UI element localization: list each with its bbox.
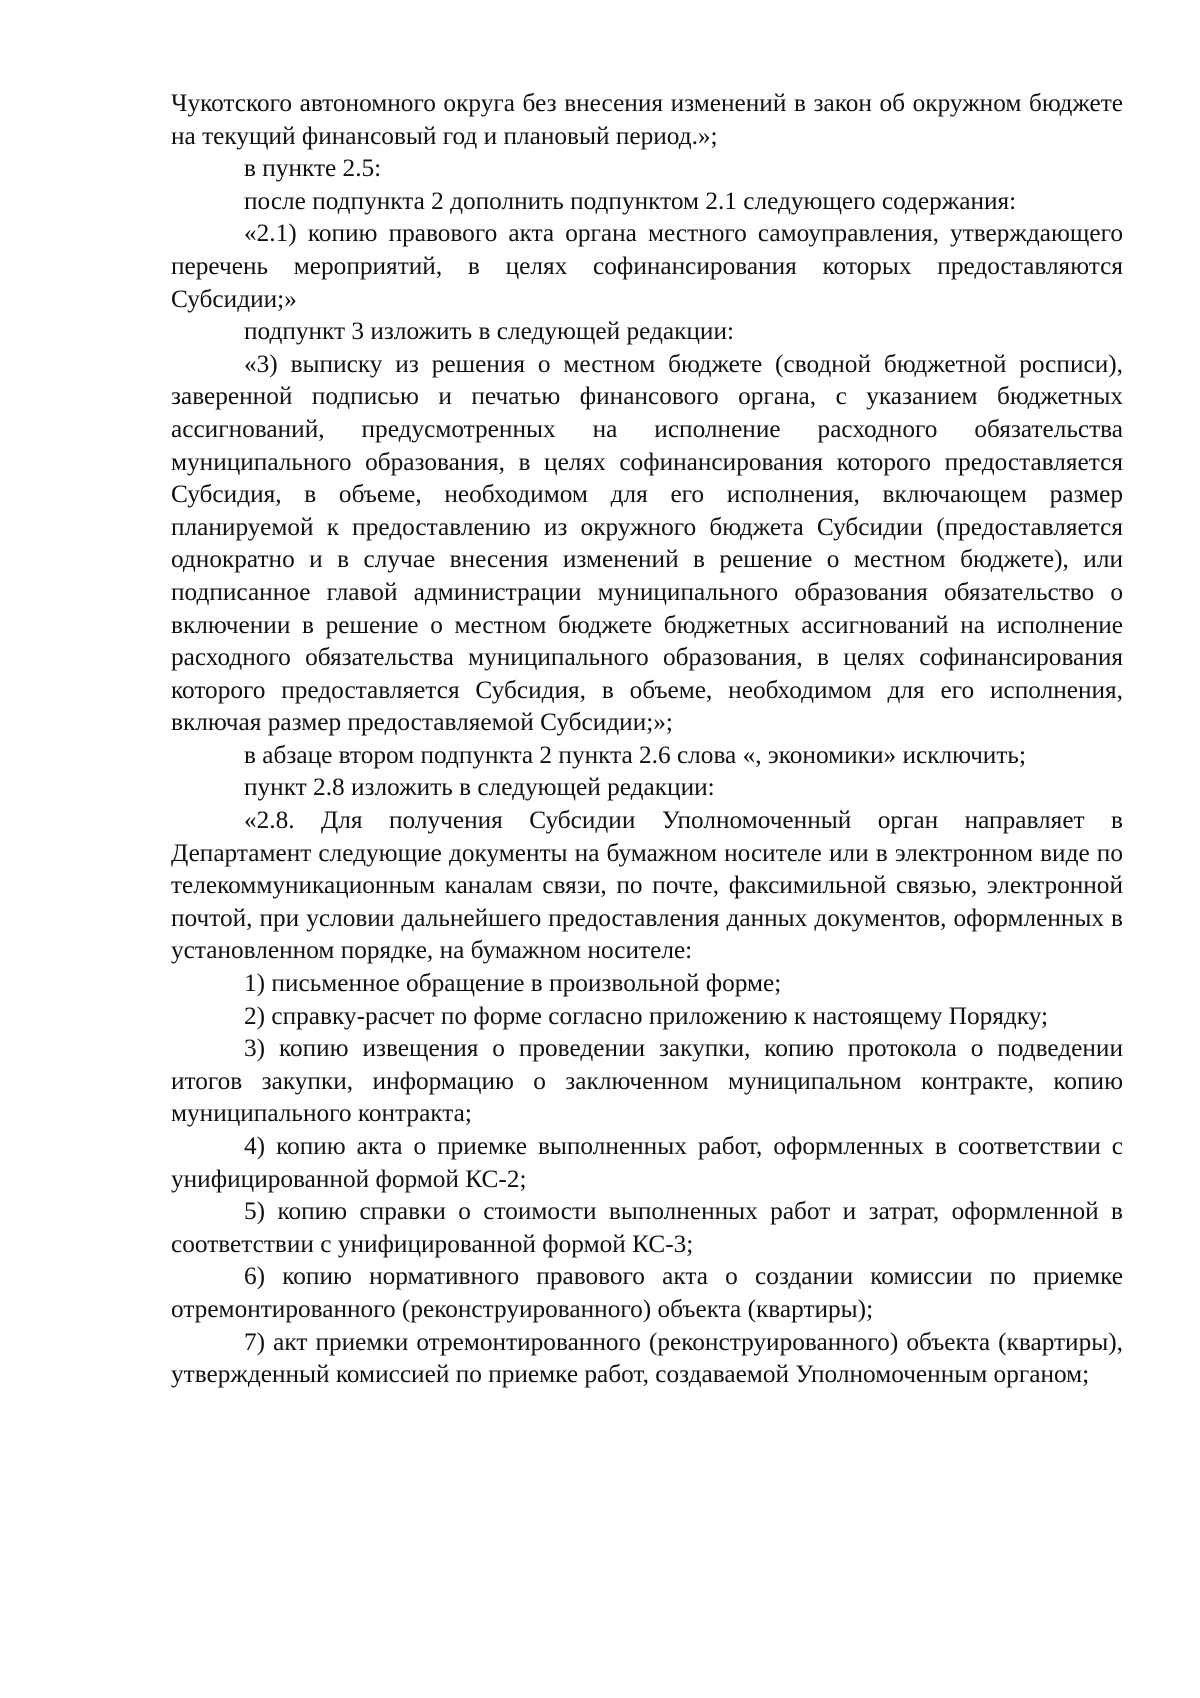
list-item-1: 1) письменное обращение в произвольной форме;	[244, 969, 782, 998]
list-item-5: 5) копию справки о стоимости выполненных работ и затрат, оформленной в соответствии с унифицированной формой КС-3;	[171, 1197, 1123, 1258]
paragraph-item-2-5: в пункте 2.5:	[244, 154, 382, 183]
document-body	[171, 87, 1123, 1391]
list-item-4: 4) копию акта о приемке выполненных работ, оформленных в соответствии с унифицированной формой КС-2;	[171, 1132, 1123, 1193]
paragraph-subitem-3-intro: подпункт 3 изложить в следующей редакции:	[244, 317, 735, 346]
list-item-7: 7) акт приемки отремонтированного (реконструированного) объекта (квартиры), утвержденный комиссией по приемке работ, создаваемой Уполномоченным органом;	[171, 1327, 1123, 1389]
paragraph-continuation: Чукотского автономного округа без внесения изменений в закон об окружном бюджете на текущий финансовый год и плановый период.»;	[171, 89, 1123, 150]
list-item-2: 2) справку-расчет по форме согласно приложению к настоящему Порядку;	[244, 1001, 1049, 1030]
paragraph-item-2-8-intro: пункт 2.8 изложить в следующей редакции:	[244, 773, 715, 802]
list-item-3: 3) копию извещения о проведении закупки, копию протокола о подведении итогов закупки, информацию о заключенном муниципальном контракте, копию муниципального контракта;	[171, 1034, 1123, 1128]
paragraph-item-2-8: «2.8. Для получения Субсидии Уполномоченный орган направляет в Департамент следующие документы на бумажном носителе или в электронном виде по телекоммуникационным каналам связи, по почте, факсимильной связью, электронной почтой, при условии дальнейшего предоставления данных документов, оформленных в установленном порядке, на бумажном носителе:	[171, 806, 1123, 965]
paragraph-add-subitem: после подпункта 2 дополнить подпунктом 2.1 следующего содержания:	[244, 186, 1017, 215]
list-item-6: 6) копию нормативного правового акта о создании комиссии по приемке отремонтированного (реконструированного) объекта (квартиры);	[171, 1262, 1123, 1323]
paragraph-subitem-3: «3) выписку из решения о местном бюджете (сводной бюджетной росписи), заверенной подписью и печатью финансового органа, с указанием бюджетных ассигнований, предусмотренных на исполнение расходного обязательства муниципального образования, в целях софинансирования которого предоставляется Субсидия, в объеме, необходимом для его исполнения, включающем размер планируемой к предоставлению из окружного бюджета Субсидии (предоставляется однократно и в случае внесения изменений в решение о местном бюджете), или подписанное главой администрации муниципального образования обязательство о включении в решение о местном бюджете бюджетных ассигнований на исполнение расходного обязательства муниципального образования, в целях софинансирования которого предоставляется Субсидия, в объеме, необходимом для его исполнения, включая размер предоставляемой Субсидии;»;	[171, 349, 1123, 737]
paragraph-subitem-2-1: «2.1) копию правового акта органа местного самоуправления, утверждающего перечень мероприятий, в целях софинансирования которых предоставляются Субсидии;»	[171, 219, 1123, 313]
paragraph-item-2-6: в абзаце втором подпункта 2 пункта 2.6 слова «, экономики» исключить;	[244, 740, 1026, 769]
